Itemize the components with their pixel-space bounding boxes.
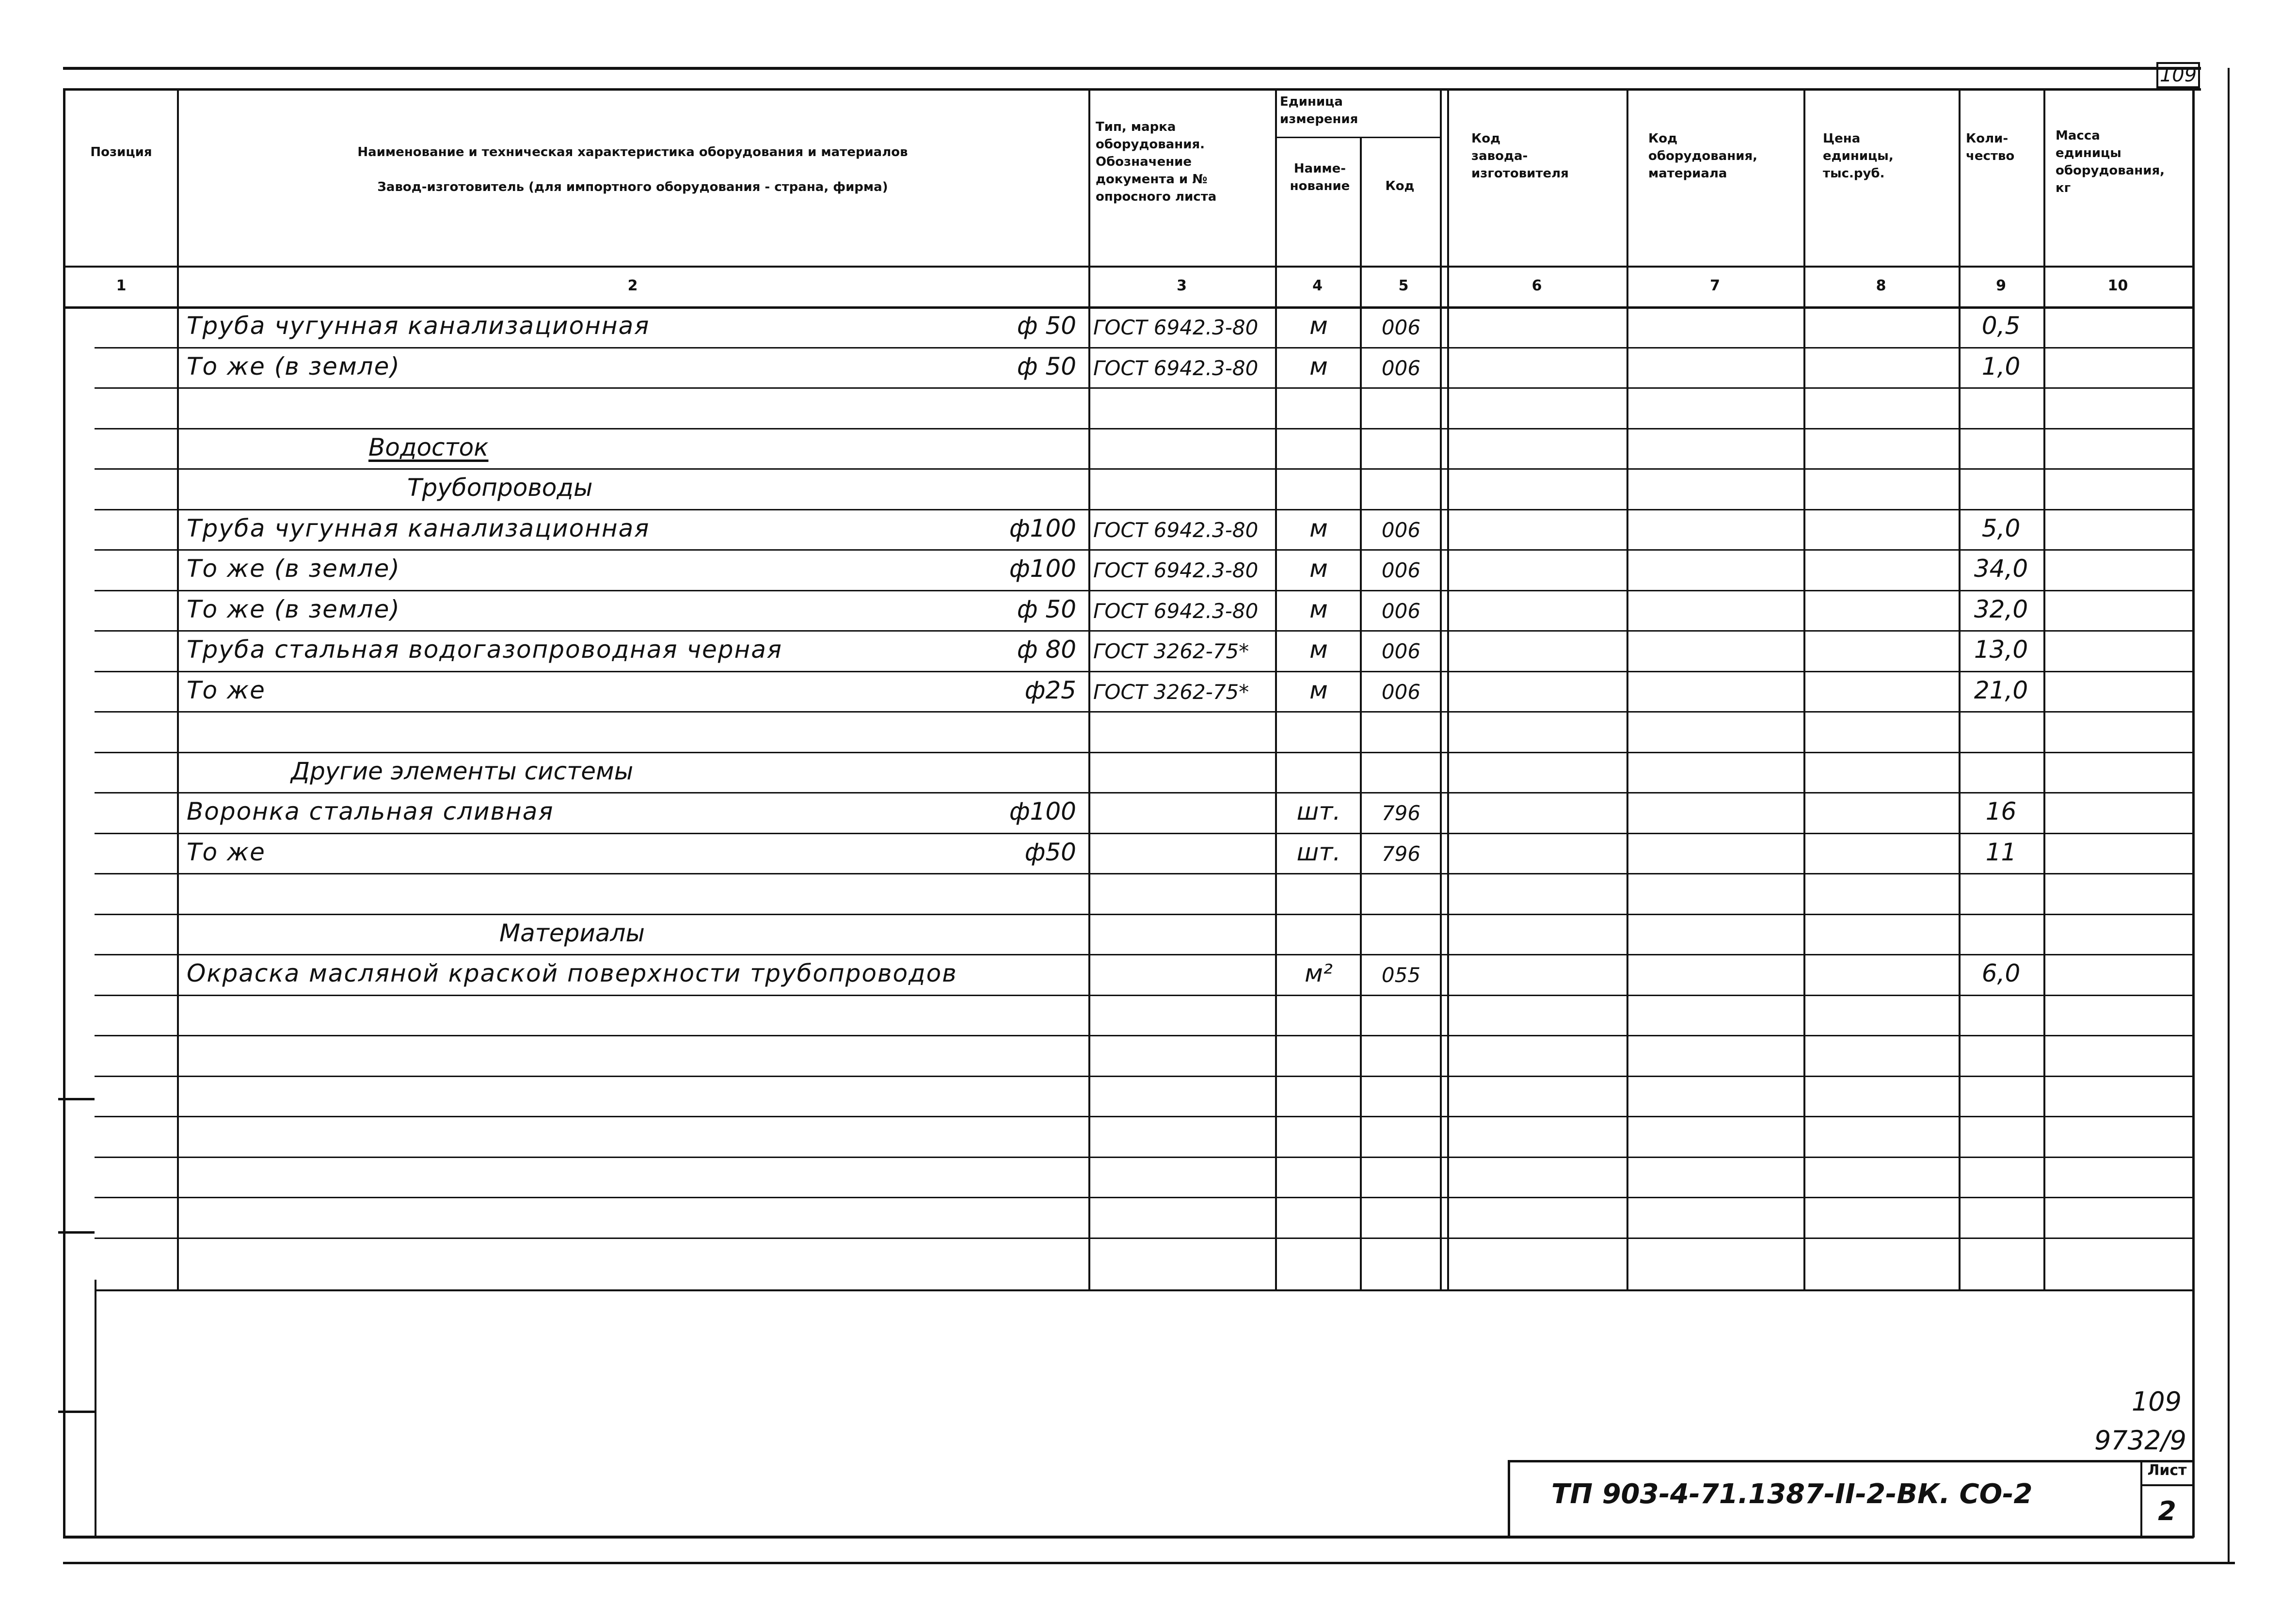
item-name: Труба чугунная канализационная: [187, 312, 650, 340]
header-type-document: Тип, марка оборудования. Обозначение документа и № опросного листа: [1096, 120, 1217, 204]
item-diameter: ф25: [1024, 676, 1076, 704]
row-divider: [95, 1197, 2192, 1198]
header-quantity: Коли- чество: [1966, 131, 2015, 163]
sheet-number: 2: [2158, 1496, 2176, 1526]
row-divider: [95, 549, 2192, 551]
header-unit-price: Цена единицы, тыс.руб.: [1823, 131, 1894, 181]
column-number: 2: [627, 277, 638, 294]
item-quantity: 32,0: [1974, 595, 2028, 623]
row-divider: [95, 630, 2192, 632]
item-unit-name: шт.: [1296, 838, 1341, 866]
row-divider: [95, 1035, 2192, 1036]
item-name: То же: [187, 676, 266, 704]
item-unit-name: м²: [1305, 959, 1333, 987]
header-bottom-line: [65, 266, 2192, 268]
item-document: ГОСТ 6942.3-80: [1093, 599, 1259, 623]
row-divider: [95, 833, 2192, 834]
header-unit-code: Код: [1385, 179, 1415, 193]
item-quantity: 34,0: [1974, 555, 2028, 583]
item-unit-code: 006: [1381, 518, 1421, 542]
header-unit-name: Наиме- нование: [1290, 161, 1350, 193]
header-unit-mass: Масса единицы оборудования, кг: [2056, 128, 2165, 195]
item-unit-code: 006: [1381, 558, 1421, 582]
item-diameter: ф100: [1009, 555, 1076, 583]
row-divider: [95, 954, 2192, 955]
column-number: 7: [1710, 277, 1720, 294]
column-number: 10: [2107, 277, 2128, 294]
item-quantity: 16: [1985, 797, 2017, 825]
item-name: То же (в земле): [187, 595, 400, 623]
row-divider: [95, 468, 2192, 470]
column-number: 9: [1996, 277, 2006, 294]
column-number: 3: [1177, 277, 1187, 294]
item-unit-name: м: [1309, 555, 1328, 583]
item-unit-code: 796: [1381, 842, 1421, 866]
item-name: То же (в земле): [187, 555, 400, 583]
column-number: 6: [1531, 277, 1542, 294]
header-equipment-code: Код оборудования, материала: [1648, 131, 1758, 181]
item-diameter: ф 50: [1017, 352, 1076, 381]
column-divider: [1088, 88, 1090, 1289]
item-unit-name: м: [1309, 352, 1328, 381]
item-diameter: ф50: [1024, 838, 1076, 866]
item-diameter: ф 50: [1017, 312, 1076, 340]
frame-top-inner-line: [63, 88, 2201, 91]
item-name: Окраска масляной краской поверхности трубопроводов: [187, 959, 957, 987]
item-document: ГОСТ 3262-75*: [1093, 639, 1249, 663]
row-divider: [95, 1157, 2192, 1158]
item-name: Воронка стальная сливная: [187, 797, 554, 825]
frame-top-line: [63, 67, 2201, 70]
frame-bottom-outer-line: [63, 1562, 2235, 1564]
item-document: ГОСТ 6942.3-80: [1093, 518, 1259, 542]
row-divider: [95, 1116, 2192, 1117]
item-unit-name: м: [1309, 635, 1328, 664]
title-block-left-line: [1508, 1460, 1510, 1538]
row-divider: [95, 387, 2192, 389]
document-designation: ТП 903-4-71.1387-II-2-ВК. СО-2: [1551, 1478, 2033, 1510]
item-unit-name: м: [1309, 676, 1328, 704]
column-divider: [1447, 88, 1449, 1289]
sheet-corner-number: 109: [2159, 64, 2197, 86]
row-divider: [95, 995, 2192, 996]
row-divider: [95, 671, 2192, 672]
section-heading: Другие элементы системы: [291, 757, 634, 785]
column-divider: [1626, 88, 1628, 1289]
item-document: ГОСТ 3262-75*: [1093, 680, 1249, 704]
row-divider: [95, 711, 2192, 713]
column-divider: [2043, 88, 2045, 1289]
column-divider: [177, 88, 179, 1289]
title-block-sheet-label-line: [2140, 1484, 2192, 1486]
header-position: Позиция: [90, 145, 152, 159]
side-number-bottom: 9732/9: [2094, 1425, 2186, 1456]
column-number: 8: [1876, 277, 1886, 294]
margin-tick: [58, 1231, 95, 1234]
frame-outer-right-line: [2228, 68, 2230, 1563]
section-heading: Водосток: [368, 433, 489, 461]
frame-right-line: [2192, 88, 2195, 1538]
row-divider: [95, 914, 2192, 915]
frame-left-line: [63, 88, 65, 1538]
frame-bottom-line: [63, 1536, 2194, 1539]
item-name: То же: [187, 838, 266, 866]
item-unit-code: 006: [1381, 639, 1421, 663]
column-divider: [1959, 88, 1961, 1289]
item-unit-code: 006: [1381, 316, 1421, 339]
item-name: То же (в земле): [187, 352, 400, 381]
header-name-line2: Завод-изготовитель (для импортного оборудования - страна, фирма): [377, 180, 888, 194]
item-document: ГОСТ 6942.3-80: [1093, 356, 1259, 380]
item-unit-name: м: [1309, 595, 1328, 623]
column-divider: [1440, 88, 1442, 1289]
item-unit-code: 006: [1381, 599, 1421, 623]
margin-tick: [58, 1098, 95, 1100]
column-divider: [1803, 88, 1805, 1289]
item-quantity: 13,0: [1974, 635, 2028, 664]
item-quantity: 6,0: [1981, 959, 2021, 987]
section-heading: Материалы: [499, 919, 645, 947]
column-number-bottom-line: [65, 306, 2192, 309]
item-quantity: 0,5: [1981, 312, 2021, 340]
unit-group-line: [1275, 137, 1440, 138]
item-document: ГОСТ 6942.3-80: [1093, 316, 1259, 339]
item-quantity: 5,0: [1981, 514, 2021, 542]
row-divider: [95, 792, 2192, 794]
item-name: Труба стальная водогазопроводная черная: [187, 635, 782, 664]
column-divider: [1275, 88, 1277, 1289]
item-unit-name: м: [1309, 312, 1328, 340]
title-block-top-line: [1508, 1460, 2192, 1462]
item-diameter: ф 80: [1017, 635, 1076, 664]
item-unit-code: 006: [1381, 680, 1421, 704]
row-divider: [95, 1238, 2192, 1239]
section-heading: Трубопроводы: [407, 474, 593, 502]
margin-tick: [58, 1411, 95, 1413]
row-divider: [95, 428, 2192, 429]
column-number: 4: [1312, 277, 1323, 294]
row-divider: [95, 873, 2192, 874]
item-unit-name: шт.: [1296, 797, 1341, 825]
header-name-line1: Наименование и техническая характеристика оборудования и материалов: [357, 145, 908, 159]
item-quantity: 21,0: [1974, 676, 2028, 704]
row-divider: [95, 590, 2192, 591]
item-quantity: 1,0: [1981, 352, 2021, 381]
column-number: 1: [116, 277, 127, 294]
item-unit-code: 796: [1381, 801, 1421, 825]
item-diameter: ф 50: [1017, 595, 1076, 623]
item-name: Труба чугунная канализационная: [187, 514, 650, 542]
item-quantity: 11: [1985, 838, 2017, 866]
item-unit-code: 006: [1381, 356, 1421, 380]
row-divider: [95, 752, 2192, 753]
sheet-label: Лист: [2147, 1462, 2187, 1479]
item-diameter: ф100: [1009, 797, 1076, 825]
row-divider: [95, 509, 2192, 510]
margin-tick-vertical: [95, 1280, 96, 1537]
column-number: 5: [1398, 277, 1409, 294]
table-end-line: [95, 1289, 2192, 1291]
header-unit-group: Единица измерения: [1280, 95, 1358, 127]
side-number-top: 109: [2131, 1386, 2182, 1417]
header-factory-code: Код завода- изготовителя: [1471, 131, 1569, 181]
row-divider: [95, 1076, 2192, 1077]
item-unit-name: м: [1309, 514, 1328, 542]
item-document: ГОСТ 6942.3-80: [1093, 558, 1259, 582]
item-unit-code: 055: [1381, 963, 1421, 987]
row-divider: [95, 347, 2192, 349]
item-diameter: ф100: [1009, 514, 1076, 542]
